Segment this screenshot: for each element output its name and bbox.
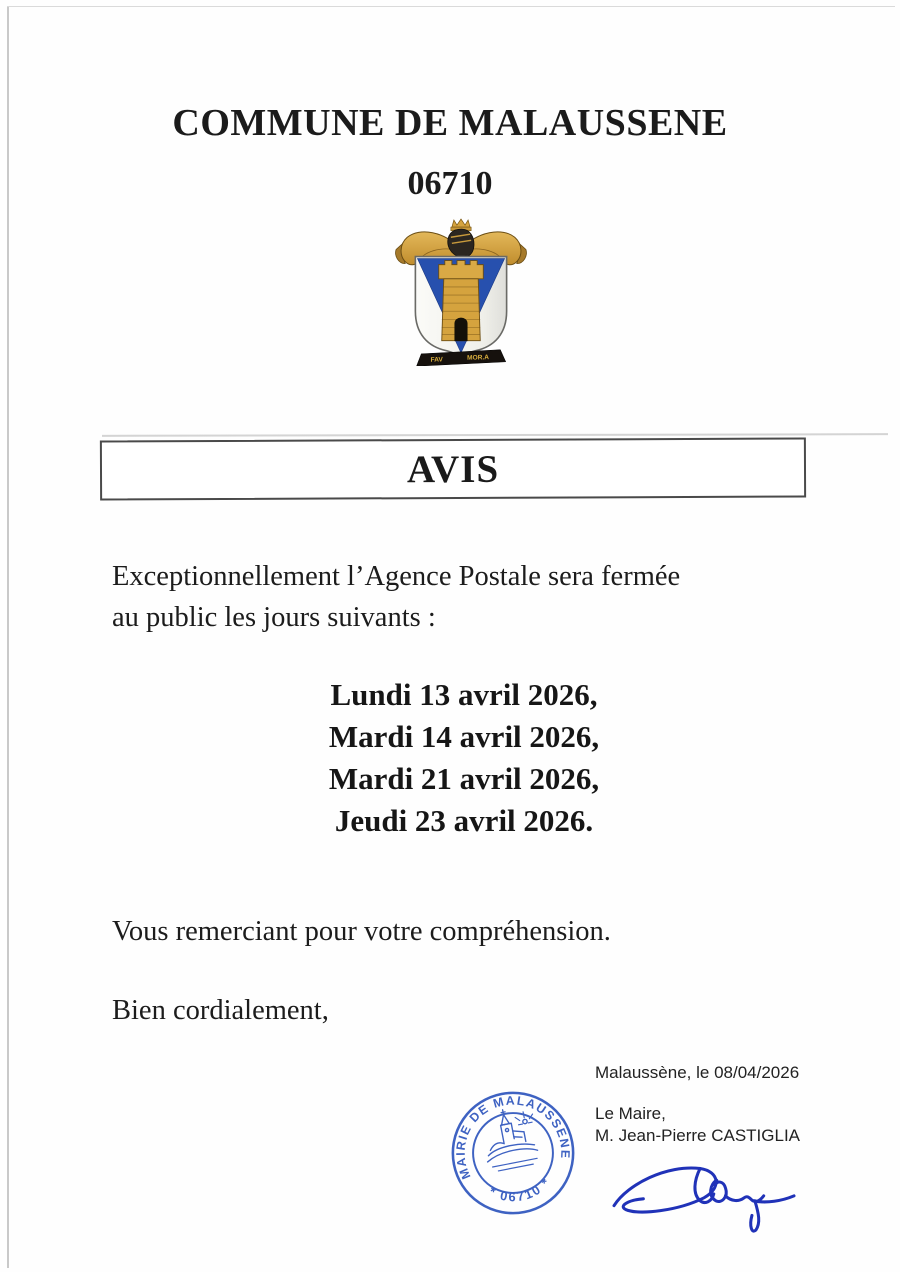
commune-title: COMMUNE DE MALAUSSENE: [172, 102, 728, 144]
notice-title: AVIS: [406, 447, 500, 491]
intro-line-1: Exceptionnellement l’Agence Postale sera fermée: [112, 561, 681, 592]
signature-block: [595, 1062, 855, 1147]
closed-dates-list: [14, 674, 900, 842]
motto-scroll: [416, 350, 506, 366]
notice-title-box: [100, 437, 806, 500]
intro-line-2: au public les jours suivants :: [112, 602, 436, 633]
handwritten-signature: [606, 1145, 802, 1235]
intro-paragraph: [112, 556, 812, 638]
closed-date-item: Mardi 14 avril 2026,: [328, 719, 600, 754]
postal-code: 06710: [407, 165, 493, 202]
scan-artifact-line: [102, 433, 888, 437]
closed-date-item: Mardi 21 avril 2026,: [328, 761, 600, 796]
svg-text:MAIRIE DE MALAUSSENE: [444, 1084, 575, 1182]
stamp-top-text: MAIRIE DE MALAUSSENE: [453, 1093, 573, 1182]
signatory-name: M. Jean-Pierre CASTIGLIA: [595, 1126, 801, 1145]
motto-text-right: MOR.A: [466, 354, 490, 362]
motto-text-left: FAV: [430, 356, 444, 364]
closing-line: Bien cordialement,: [112, 995, 329, 1026]
closed-date-item: Lundi 13 avril 2026,: [330, 677, 598, 712]
signatory-role: Le Maire,: [595, 1104, 666, 1123]
thanks-line: Vous remerciant pour votre compréhension.: [112, 916, 611, 947]
scan-edge-top: [7, 6, 895, 7]
town-stamp: [444, 1084, 582, 1222]
stamp-bottom-text: * 06710 *: [486, 1174, 554, 1205]
tower: [439, 261, 484, 341]
coat-of-arms: [394, 218, 528, 366]
place-date-line: Malaussène, le 08/04/2026: [595, 1063, 800, 1082]
closed-date-item: Jeudi 23 avril 2026.: [334, 803, 594, 838]
